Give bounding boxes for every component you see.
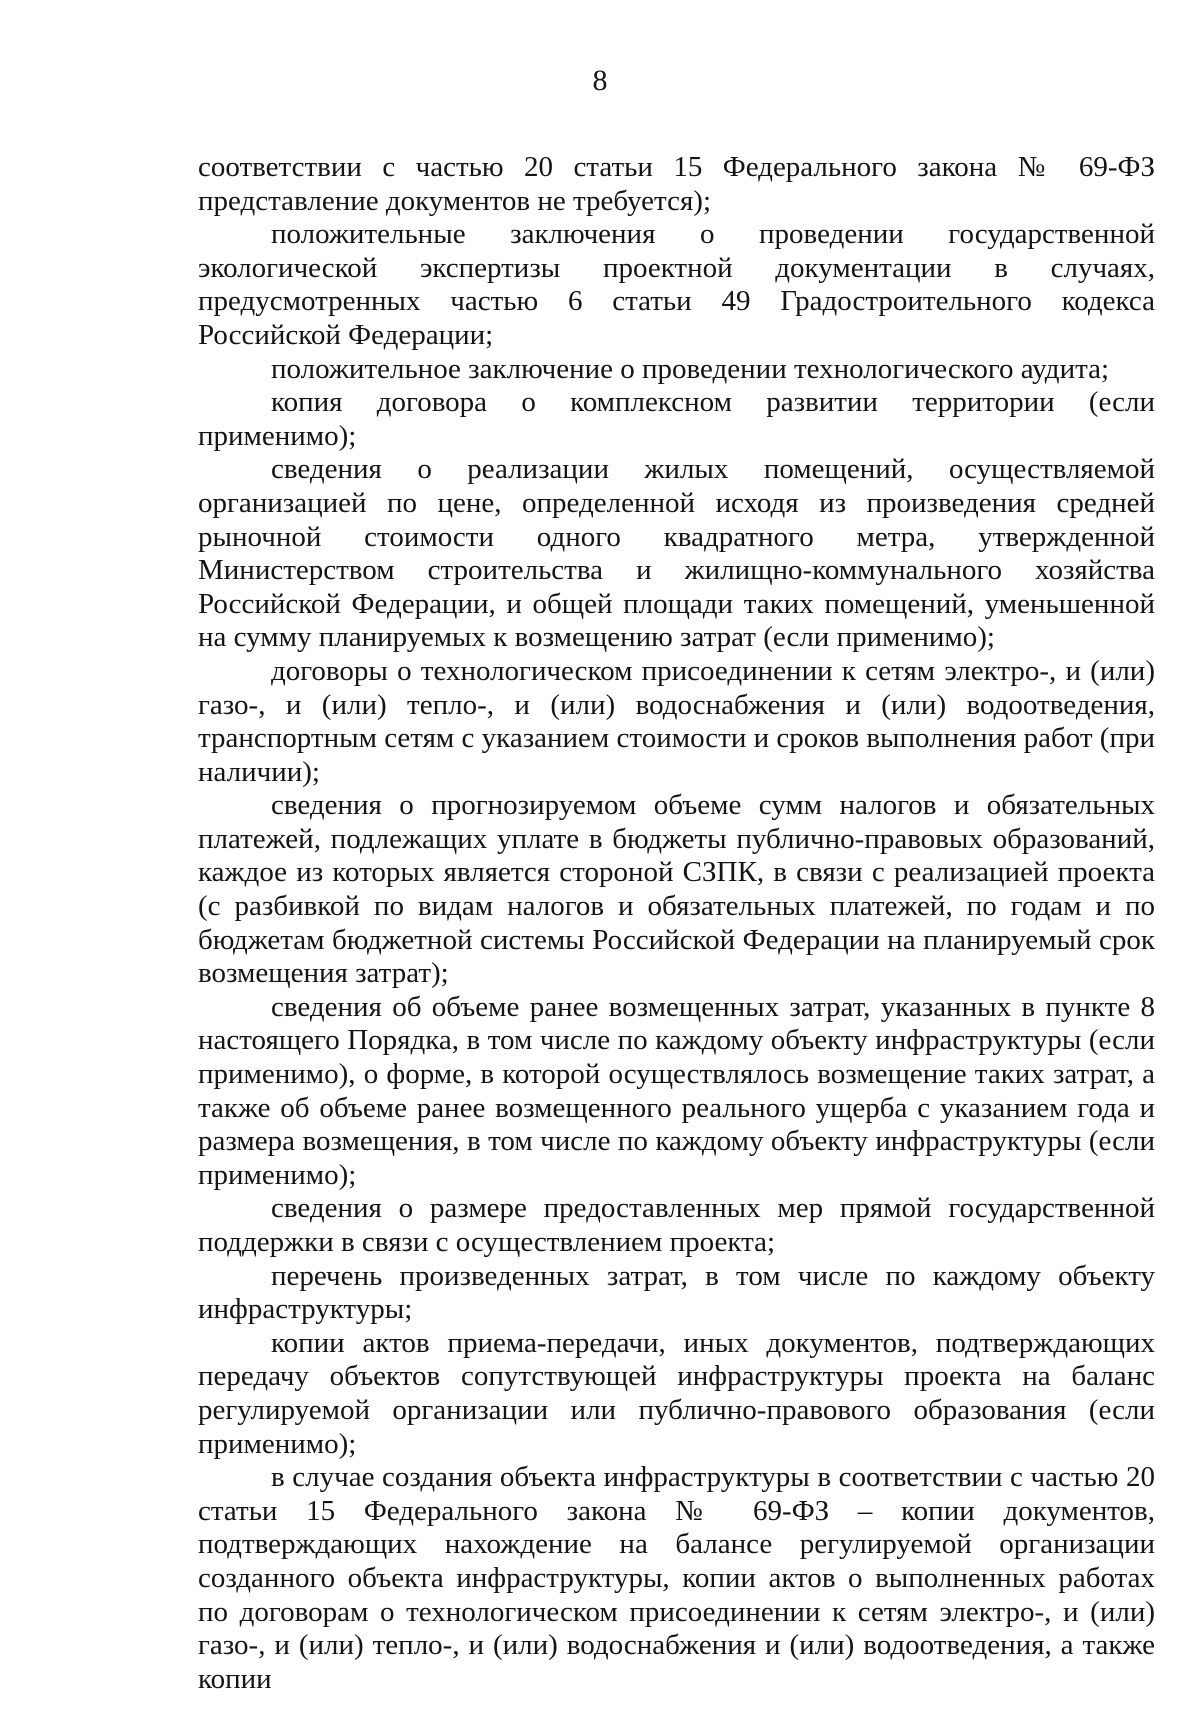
paragraph-transfer-acts: копии актов приема-передачи, иных документов, подтверждающих передачу объектов сопутствующей инфраструктуры проекта на баланс регулируемой организации или публично-правового образования (если применимо); bbox=[198, 1326, 1155, 1460]
paragraph-connection-contracts: договоры о технологическом присоединении к сетям электро-, и (или) газо-, и (или) тепло-, и (или) водоснабжения и (или) водоотведения, транспортным сетям с указанием стоимости и сроков выполнения работ (при наличии); bbox=[198, 654, 1155, 788]
paragraph-territory-contract: копия договора о комплексном развитии территории (если применимо); bbox=[198, 386, 1155, 452]
paragraph-housing-sales: сведения о реализации жилых помещений, осуществляемой организацией по цене, определенной исходя из произведения средней рыночной стоимости одного квадратного метра, утвержденной Министерством строительства и жилищно-коммунального хозяйства Российской Федерации, и общей площади таких помещений, уменьшенной на сумму планируемых к возмещению затрат (если применимо); bbox=[198, 453, 1155, 654]
paragraph-state-support: сведения о размере предоставленных мер прямой государственной поддержки в связи с осуществлением проекта; bbox=[198, 1192, 1155, 1258]
paragraph-costs-list: перечень произведенных затрат, в том числе по каждому объекту инфраструктуры; bbox=[198, 1259, 1155, 1326]
document-body bbox=[198, 151, 1155, 1696]
paragraph-tax-forecast: сведения о прогнозируемом объеме сумм налогов и обязательных платежей, подлежащих уплате в бюджеты публично-правовых образований, каждое из которых является стороной СЗПК, в связи с реализацией проекта (с разбивкой по видам налогов и обязательных платежей, по годам и по бюджетам бюджетной системы Российской Федерации на планируемый срок возмещения затрат); bbox=[198, 789, 1155, 990]
paragraph-ecological-expertise: положительные заключения о проведении государственной экологической экспертизы проектной документации в случаях, предусмотренных частью 6 статьи 49 Градостроительного кодекса Российской Федерации; bbox=[198, 218, 1155, 351]
page-number: 8 bbox=[592, 64, 608, 97]
paragraph-infrastructure-documents: в случае создания объекта инфраструктуры в соответствии с частью 20 статьи 15 Федерального закона № 69-ФЗ – копии документов, подтверждающих нахождение на балансе регулируемой организации созданного объекта инфраструктуры, копии актов о выполненных работах по договорам о технологическом присоединении к сетям электро-, и (или) газо-, и (или) тепло-, и (или) водоснабжения и (или) водоотведения, а также копии bbox=[198, 1461, 1155, 1695]
paragraph-previous-compensation: сведения об объеме ранее возмещенных затрат, указанных в пункте 8 настоящего Порядка, в том числе по каждому объекту инфраструктуры (если применимо), о форме, в которой осуществлялось возмещение таких затрат, а также об объеме ранее возмещенного реального ущерба с указанием года и размера возмещения, в том числе по каждому объекту инфраструктуры (если применимо); bbox=[198, 990, 1155, 1191]
paragraph-technology-audit: положительное заключение о проведении технологического аудита; bbox=[271, 352, 1110, 385]
paragraph-continuation: соответствии с частью 20 статьи 15 Федерального закона № 69-ФЗ представление документов не требуется); bbox=[198, 151, 1155, 217]
